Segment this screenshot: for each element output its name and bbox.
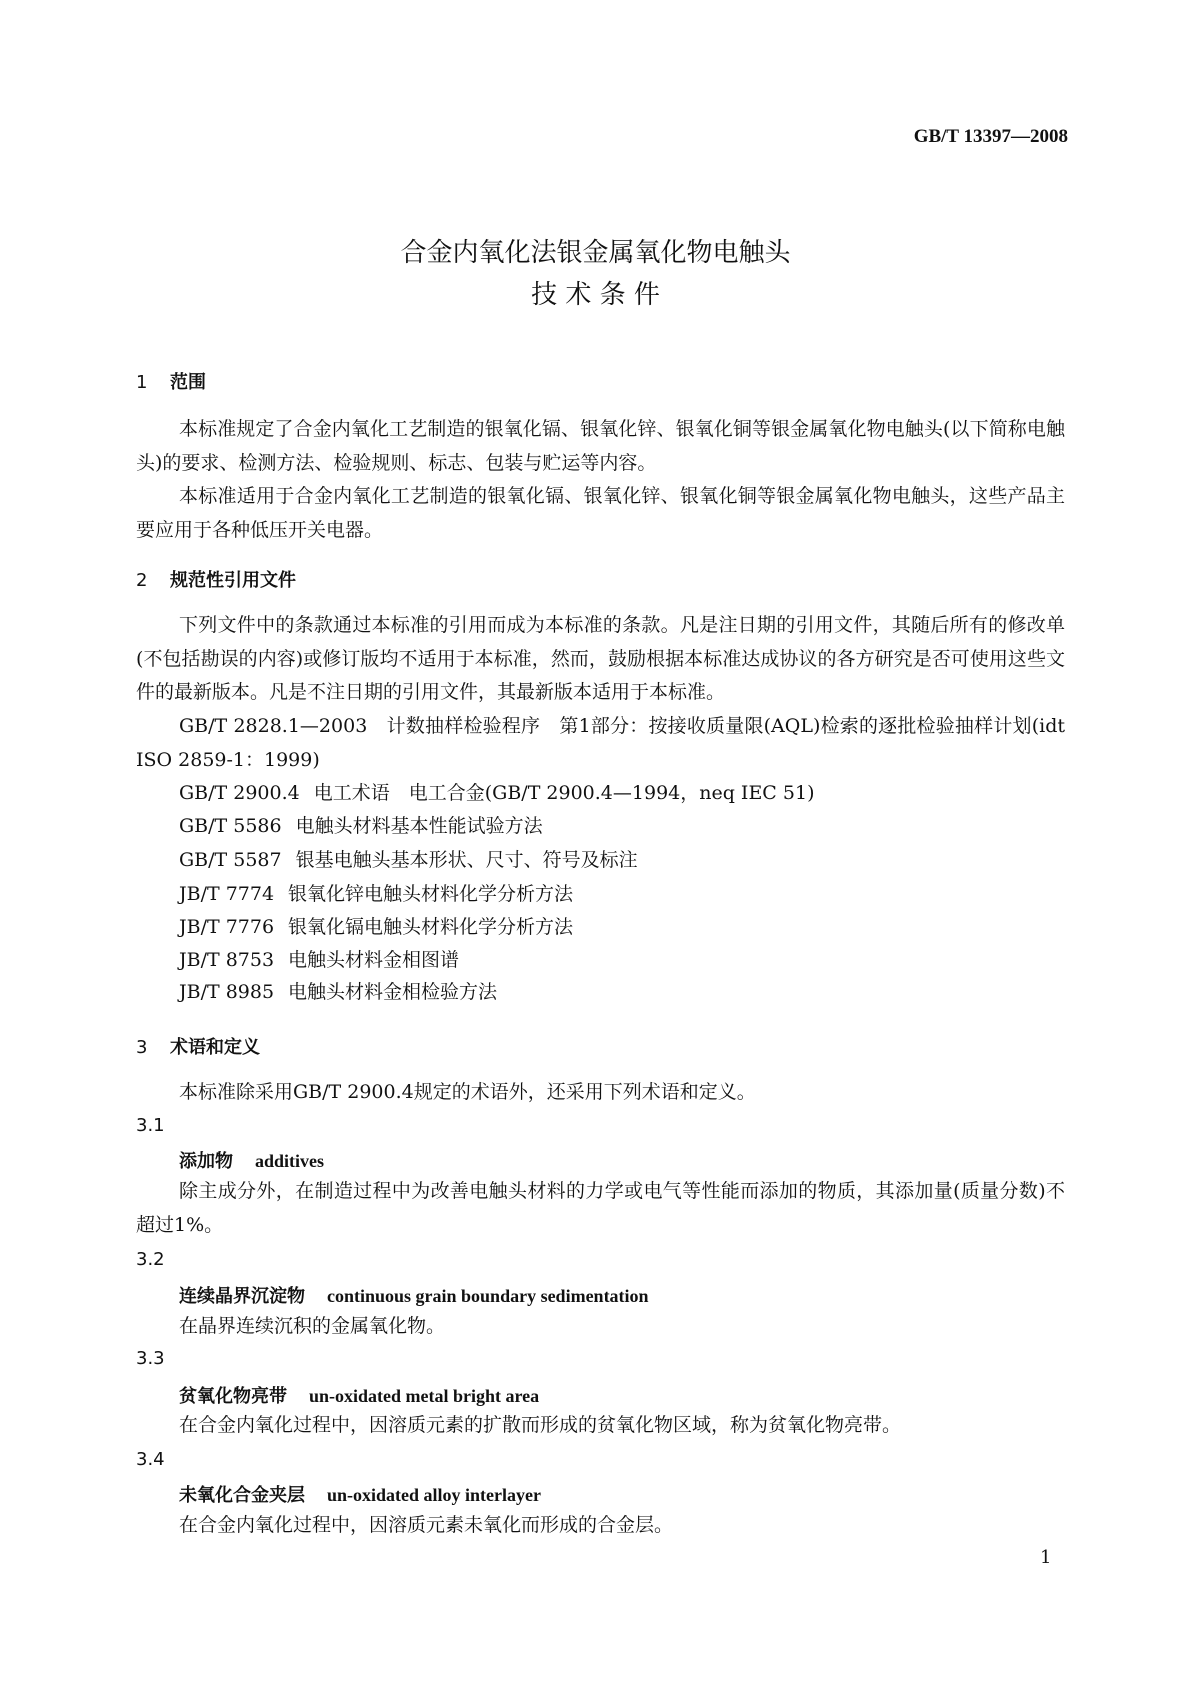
term-definition: 在合金内氧化过程中，因溶质元素未氧化而形成的合金层。 [179,1514,674,1536]
term-title: 连续晶界沉淀物 continuous grain boundary sedimentation [179,1286,649,1307]
title-line1: 合金内氧化法银金属氧化物电触头 [400,238,791,268]
term-definition: 在合金内氧化过程中，因溶质元素的扩散而形成的贫氧化物区域，称为贫氧化物亮带。 [179,1414,902,1436]
reference-item: JB/T 7776 银氧化镉电触头材料化学分析方法 [179,916,574,938]
term-title: 贫氧化物亮带 un-oxidated metal bright area [179,1386,540,1407]
reference-item: GB/T 5586 电触头材料基本性能试验方法 [179,815,543,837]
term-number: 3.4 [136,1449,165,1470]
term-definition: 除主成分外，在制造过程中为改善电触头材料的力学或电气等性能而添加的物质，其添加量(质量分数)不超过1%。 [136,1180,1065,1236]
term-number: 3.2 [136,1249,165,1270]
reference-item: JB/T 7774 银氧化锌电触头材料化学分析方法 [179,883,574,905]
reference-item: JB/T 8985 电触头材料金相检验方法 [179,981,498,1003]
section-2-heading: 2 规范性引用文件 [136,570,296,591]
paragraph: 下列文件中的条款通过本标准的引用而成为本标准的条款。凡是注日期的引用文件，其随后所有的修改单(不包括勘误的内容)或修订版均不适用于本标准，然而，鼓励根据本标准达成协议的各方研究是否可使用这些文件的最新版本。凡是不注日期的引用文件，其最新版本适用于本标准。 [136,614,1065,703]
paragraph: 本标准适用于合金内氧化工艺制造的银氧化镉、银氧化锌、银氧化铜等银金属氧化物电触头，这些产品主要应用于各种低压开关电器。 [136,485,1065,541]
reference-item: GB/T 2900.4 电工术语 电工合金(GB/T 2900.4—1994，neq IEC 51) [179,782,815,804]
term-title: 未氧化合金夹层 un-oxidated alloy interlayer [179,1485,541,1506]
reference-item: JB/T 8753 电触头材料金相图谱 [179,949,460,971]
title-line2: 技 术 条 件 [531,280,660,310]
reference-gbt2828: GB/T 2828.1—2003 计数抽样检验程序 第1部分：按接收质量限(AQL)检索的逐批检验抽样计划(idt ISO 2859-1：1999) [136,715,1065,771]
page-number: 1 [1040,1547,1052,1568]
reference-item: GB/T 5587 银基电触头基本形状、尺寸、符号及标注 [179,849,638,871]
term-title: 添加物 additives [179,1151,325,1172]
section-3-heading: 3 术语和定义 [136,1037,260,1058]
standard-code: GB/T 13397—2008 [913,126,1068,147]
paragraph: 本标准规定了合金内氧化工艺制造的银氧化镉、银氧化锌、银氧化铜等银金属氧化物电触头(以下简称电触头)的要求、检测方法、检验规则、标志、包装与贮运等内容。 [136,418,1065,474]
term-definition: 在晶界连续沉积的金属氧化物。 [179,1315,446,1337]
term-number: 3.3 [136,1348,165,1369]
paragraph: 本标准除采用GB/T 2900.4规定的术语外，还采用下列术语和定义。 [179,1081,756,1103]
term-number: 3.1 [136,1115,165,1136]
section-1-heading: 1 范围 [136,372,206,393]
